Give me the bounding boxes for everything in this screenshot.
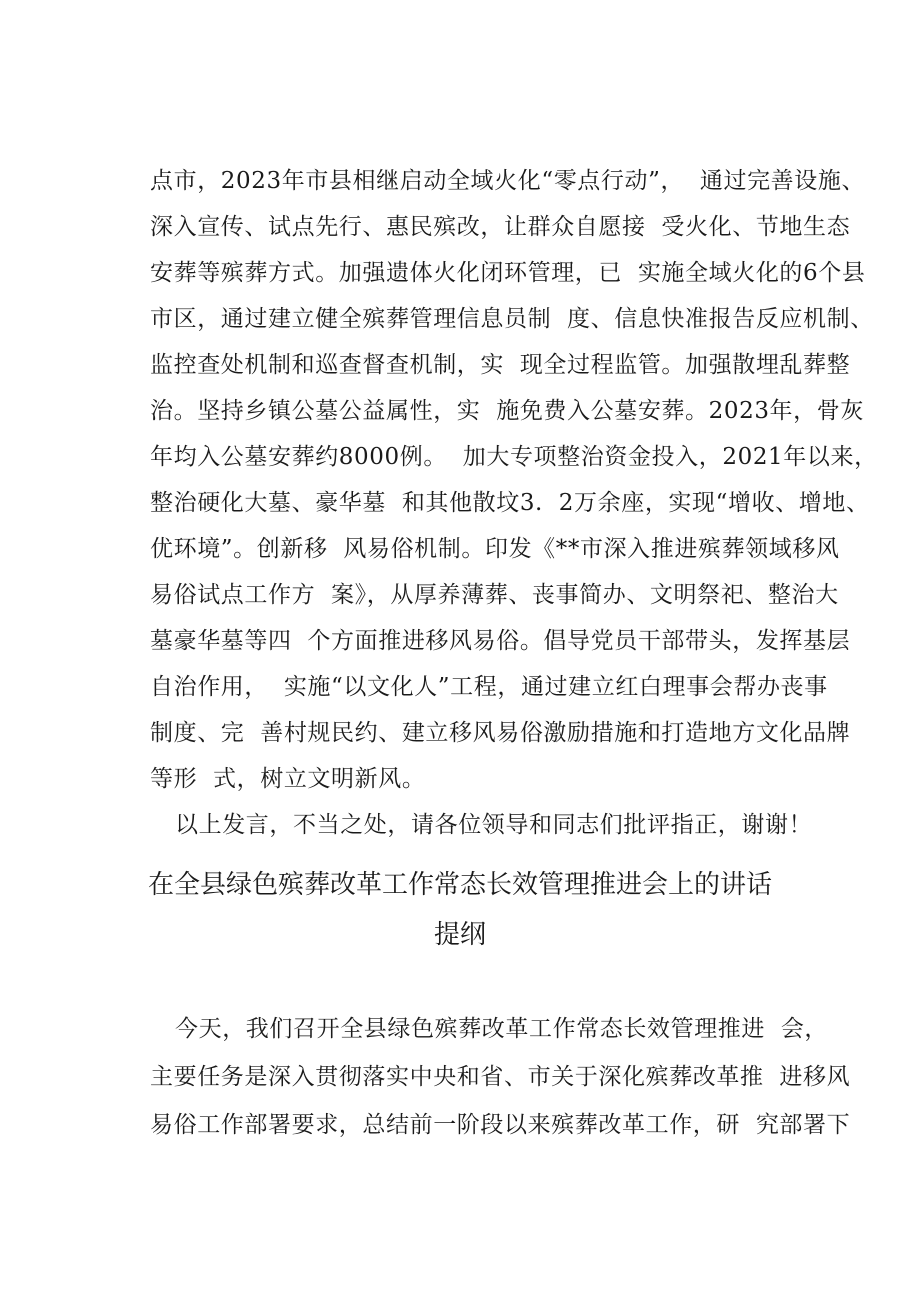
body-line: 市区，通过建立健全殡葬管理信息员制 度、信息快准报告反应机制、: [150, 306, 874, 332]
body-line: 治。坚持乡镇公墓公益属性，实 施免费入公墓安葬。2023年，骨灰: [150, 398, 864, 424]
body-line: 优环境”。创新移 风易俗机制。印发《**市深入推进殡葬领域移风: [150, 536, 840, 562]
body-line: 主要任务是深入贯彻落实中央和省、市关于深化殡葬改革推 进移风: [150, 1064, 851, 1090]
closing-remark: 以上发言，不当之处，请各位领导和同志们批评指正，谢谢！: [175, 812, 813, 838]
body-line: 易俗试点工作方 案》，从厚养薄葬、丧事简办、文明祭祀、整治大: [150, 582, 839, 608]
body-line: 年均入公墓安葬约8000例。 加大专项整治资金投入，2021年以来，: [150, 444, 878, 470]
body-line: 等形 式，树立文明新风。: [150, 766, 426, 792]
body-line: 安葬等殡葬方式。加强遗体火化闭环管理，已 实施全域火化的6个县: [150, 260, 866, 286]
body-line: 易俗工作部署要求，总结前一阶段以来殡葬改革工作，研 究部署下: [150, 1112, 851, 1138]
section-title-continued: 提纲: [433, 920, 486, 950]
body-line: 墓豪华墓等四 个方面推进移风易俗。倡导党员干部带头，发挥基层: [150, 628, 851, 654]
section-title: 在全县绿色殡葬改革工作常态长效管理推进会上的讲话: [147, 870, 772, 900]
body-line: 制度、完 善村规民约、建立移风易俗激励措施和打造地方文化品牌: [150, 720, 851, 746]
body-line: 点市，2023年市县相继启动全域火化“零点行动”， 通过完善设施、: [150, 168, 866, 194]
body-line: 监控查处机制和巡查督查机制，实 现全过程监管。加强散埋乱葬整: [150, 352, 851, 378]
body-line: 今天，我们召开全县绿色殡葬改革工作常态长效管理推进 会，: [175, 1016, 829, 1042]
body-line: 整治硬化大墓、豪华墓 和其他散坟3. 2万余座，实现“增收、增地、: [150, 490, 870, 516]
body-line: 自治作用， 实施“以文化人”工程，通过建立红白理事会帮办丧事: [150, 674, 828, 700]
body-line: 深入宣传、试点先行、惠民殡改，让群众自愿接 受火化、节地生态: [150, 214, 851, 240]
